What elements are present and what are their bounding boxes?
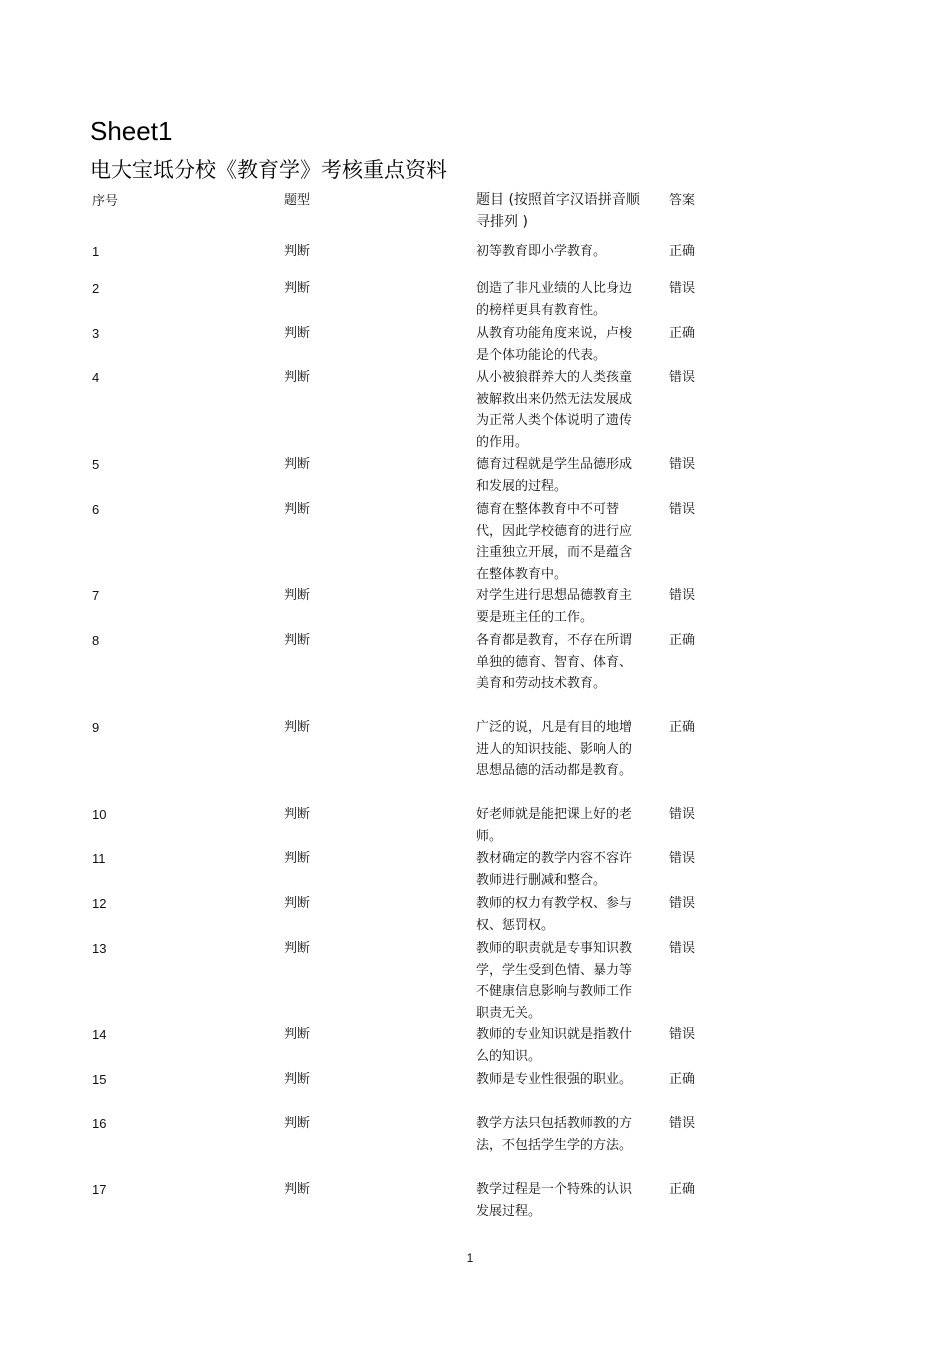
row-answer: 正确 xyxy=(669,1182,696,1197)
page-number: 1 xyxy=(466,1251,474,1265)
row-answer: 错误 xyxy=(669,896,696,911)
table-row xyxy=(90,319,730,363)
row-type: 判断 xyxy=(284,896,311,911)
row-question: 教师的权力有教学权、参与权、惩罚权。 xyxy=(476,896,633,933)
row-question: 教师的专业知识就是指教什么的知识。 xyxy=(476,1027,633,1064)
row-answer: 正确 xyxy=(669,1072,696,1087)
row-type: 判断 xyxy=(284,941,311,956)
table-row xyxy=(90,581,730,626)
row-type: 判断 xyxy=(284,851,311,866)
row-number: 4 xyxy=(92,370,100,385)
sheet-title: Sheet1 xyxy=(90,116,173,146)
row-answer: 错误 xyxy=(669,457,696,472)
header-answer: 答案 xyxy=(669,193,696,208)
row-number: 1 xyxy=(92,244,100,259)
header-question: 题目 (按照首字汉语拼音顺寻排列 ) xyxy=(476,192,640,230)
table-header-row xyxy=(90,186,730,237)
row-number: 14 xyxy=(92,1027,107,1042)
table-row xyxy=(90,450,730,495)
row-type: 判断 xyxy=(284,1072,311,1087)
row-answer: 错误 xyxy=(669,851,696,866)
row-question: 广泛的说，凡是有目的地增进人的知识技能、影响人的思想品德的活动都是教育。 xyxy=(476,720,633,778)
row-question: 从小被狼群养大的人类孩童被解救出来仍然无法发展成为正常人类个体说明了遗传的作用。 xyxy=(476,370,633,450)
row-number: 10 xyxy=(92,807,107,822)
row-answer: 错误 xyxy=(669,370,696,385)
row-question: 各育都是教育，不存在所谓单独的德育、智育、体育、美育和劳动技术教育。 xyxy=(476,633,633,691)
row-question: 教师是专业性很强的职业。 xyxy=(476,1072,633,1087)
table-row xyxy=(90,844,730,889)
row-answer: 错误 xyxy=(669,1116,696,1131)
row-number: 11 xyxy=(92,851,106,866)
row-type: 判断 xyxy=(284,370,311,385)
row-question: 教学方法只包括教师教的方法，不包括学生学的方法。 xyxy=(476,1116,633,1153)
row-question: 教学过程是一个特殊的认识发展过程。 xyxy=(476,1182,633,1219)
table-row xyxy=(90,1065,730,1109)
row-answer: 错误 xyxy=(669,281,696,296)
row-number: 2 xyxy=(92,281,100,296)
table-row xyxy=(90,800,730,844)
row-type: 判断 xyxy=(284,588,311,603)
row-type: 判断 xyxy=(284,326,311,341)
row-number: 9 xyxy=(92,720,100,735)
table-row xyxy=(90,237,730,274)
row-number: 7 xyxy=(92,588,100,603)
header-type: 题型 xyxy=(284,193,311,208)
row-number: 5 xyxy=(92,457,100,472)
row-question: 对学生进行思想品德教育主要是班主任的工作。 xyxy=(476,588,633,625)
row-answer: 错误 xyxy=(669,502,696,517)
table-row xyxy=(90,363,730,450)
row-answer: 错误 xyxy=(669,1027,696,1042)
row-number: 8 xyxy=(92,633,100,648)
table-row xyxy=(90,889,730,934)
row-question: 好老师就是能把课上好的老师。 xyxy=(476,807,633,844)
row-question: 德育在整体教育中不可替代，因此学校德育的进行应注重独立开展，而不是蕴含在整体教育中。 xyxy=(476,502,633,582)
row-answer: 正确 xyxy=(669,244,696,259)
row-type: 判断 xyxy=(284,633,311,648)
table-row xyxy=(90,934,730,1020)
row-type: 判断 xyxy=(284,281,311,296)
row-answer: 正确 xyxy=(669,633,696,648)
row-type: 判断 xyxy=(284,1182,311,1197)
row-question: 创造了非凡业绩的人比身边的榜样更具有教育性。 xyxy=(476,281,633,318)
header-number: 序号 xyxy=(92,193,119,208)
table-row xyxy=(90,1109,730,1175)
row-answer: 错误 xyxy=(669,588,696,603)
table-row xyxy=(90,1020,730,1065)
row-answer: 错误 xyxy=(669,941,696,956)
row-answer: 正确 xyxy=(669,326,696,341)
row-question: 初等教育即小学教育。 xyxy=(476,244,607,259)
row-question: 教材确定的教学内容不容许教师进行删减和整合。 xyxy=(476,851,633,888)
row-number: 13 xyxy=(92,941,107,956)
row-type: 判断 xyxy=(284,502,311,517)
table-row xyxy=(90,1175,730,1223)
row-type: 判断 xyxy=(284,457,311,472)
document-title: 电大宝坻分校《教育学》考核重点资料 xyxy=(90,158,447,182)
row-question: 教师的职责就是专事知识教学，学生受到色情、暴力等不健康信息影响与教师工作职责无关。 xyxy=(476,941,633,1021)
row-number: 3 xyxy=(92,326,100,341)
table-row xyxy=(90,495,730,581)
row-type: 判断 xyxy=(284,1116,311,1131)
row-number: 16 xyxy=(92,1116,107,1131)
row-number: 12 xyxy=(92,896,107,911)
row-type: 判断 xyxy=(284,1027,311,1042)
row-type: 判断 xyxy=(284,807,311,822)
question-table xyxy=(90,186,730,1223)
row-type: 判断 xyxy=(284,244,311,259)
table-row xyxy=(90,713,730,800)
row-number: 17 xyxy=(92,1182,107,1197)
row-number: 15 xyxy=(92,1072,107,1087)
table-row xyxy=(90,274,730,319)
row-question: 德育过程就是学生品德形成和发展的过程。 xyxy=(476,457,633,494)
row-answer: 正确 xyxy=(669,720,696,735)
row-answer: 错误 xyxy=(669,807,696,822)
row-question: 从教育功能角度来说，卢梭是个体功能论的代表。 xyxy=(476,326,633,363)
row-type: 判断 xyxy=(284,720,311,735)
row-number: 6 xyxy=(92,502,100,517)
table-row xyxy=(90,626,730,713)
